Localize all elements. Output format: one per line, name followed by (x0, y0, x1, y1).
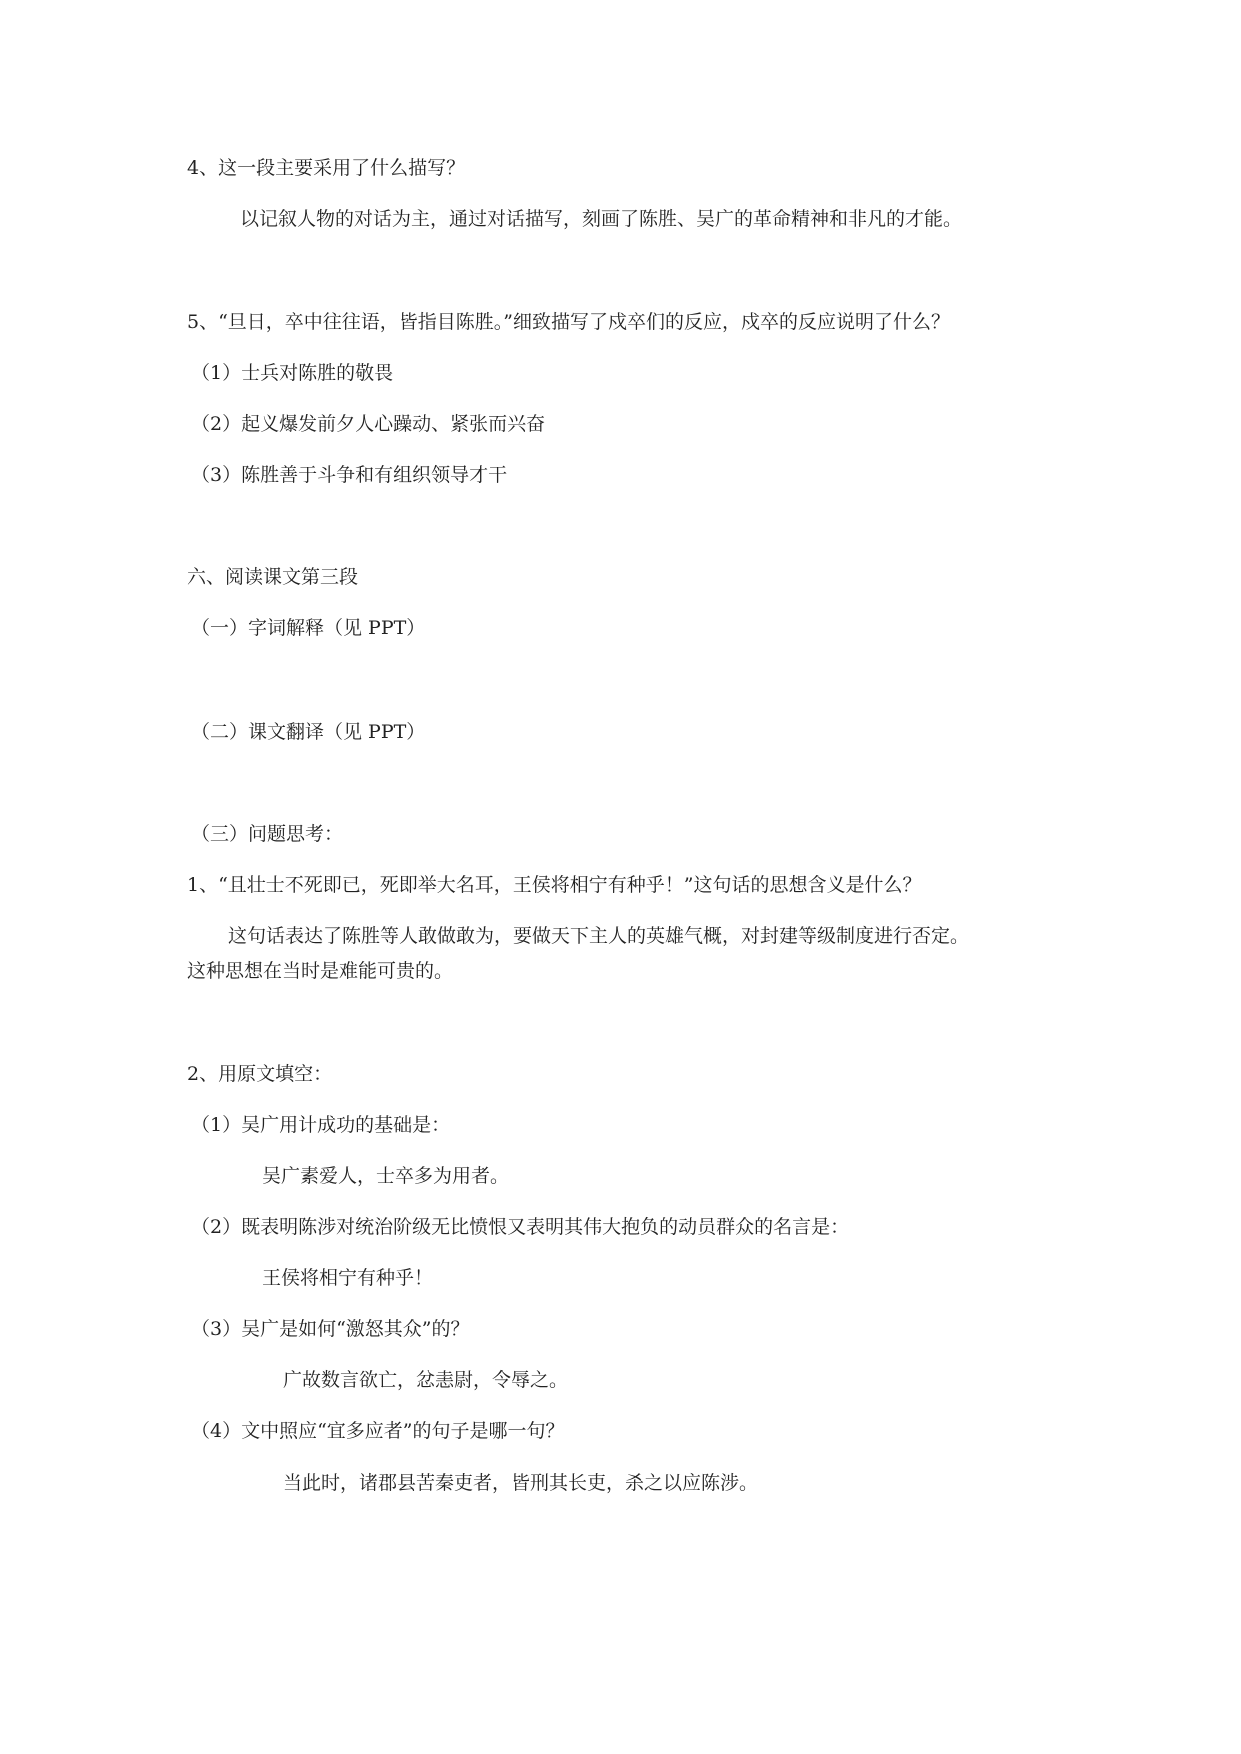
fill-blank-answer-3: 广故数言欲亡，忿恚尉，令辱之。 (283, 1369, 569, 1391)
question-5-answer-3: （3）陈胜善于斗争和有组织领导才干 (191, 464, 508, 486)
thinking-question-1-answer-line-1: 这句话表达了陈胜等人敢做敢为，要做天下主人的英雄气概，对封建等级制度进行否定。 (228, 925, 970, 947)
question-5: 5、“旦日，卒中往往语，皆指目陈胜。”细致描写了戍卒们的反应，戍卒的反应说明了什么？ (187, 311, 951, 333)
fill-blank-question-2: （2）既表明陈涉对统治阶级无比愤恨又表明其伟大抱负的动员群众的名言是： (191, 1216, 850, 1238)
question-5-answer-2: （2）起义爆发前夕人心躁动、紧张而兴奋 (191, 413, 546, 435)
fill-blank-question-1: （1）吴广用计成功的基础是： (191, 1114, 451, 1136)
question-4: 4、这一段主要采用了什么描写？ (187, 157, 466, 179)
fill-blank-question-4: （4）文中照应“宜多应者”的句子是哪一句？ (191, 1420, 565, 1442)
question-4-answer: 以记叙人物的对话为主，通过对话描写，刻画了陈胜、吴广的革命精神和非凡的才能。 (240, 208, 963, 230)
thinking-question-1: 1、“且壮士不死即已，死即举大名耳，王侯将相宁有种乎！”这句话的思想含义是什么？ (187, 874, 922, 896)
question-5-answer-1: （1）士兵对陈胜的敬畏 (191, 362, 394, 384)
fill-blank-answer-4: 当此时，诸郡县苦秦吏者，皆刑其长吏，杀之以应陈涉。 (283, 1472, 759, 1494)
section-6-part-3: （三）问题思考： (191, 823, 344, 845)
section-6-heading: 六、阅读课文第三段 (187, 566, 359, 588)
section-6-part-1: （一）字词解释（见 PPT） (191, 617, 426, 639)
fill-blank-question-3: （3）吴广是如何“激怒其众”的？ (191, 1318, 470, 1340)
thinking-question-2: 2、用原文填空： (187, 1063, 333, 1085)
fill-blank-answer-2: 王侯将相宁有种乎！ (262, 1267, 434, 1289)
thinking-question-1-answer-line-2: 这种思想在当时是难能可贵的。 (187, 960, 454, 982)
section-6-part-2: （二）课文翻译（见 PPT） (191, 721, 426, 743)
fill-blank-answer-1: 吴广素爱人，士卒多为用者。 (262, 1165, 510, 1187)
